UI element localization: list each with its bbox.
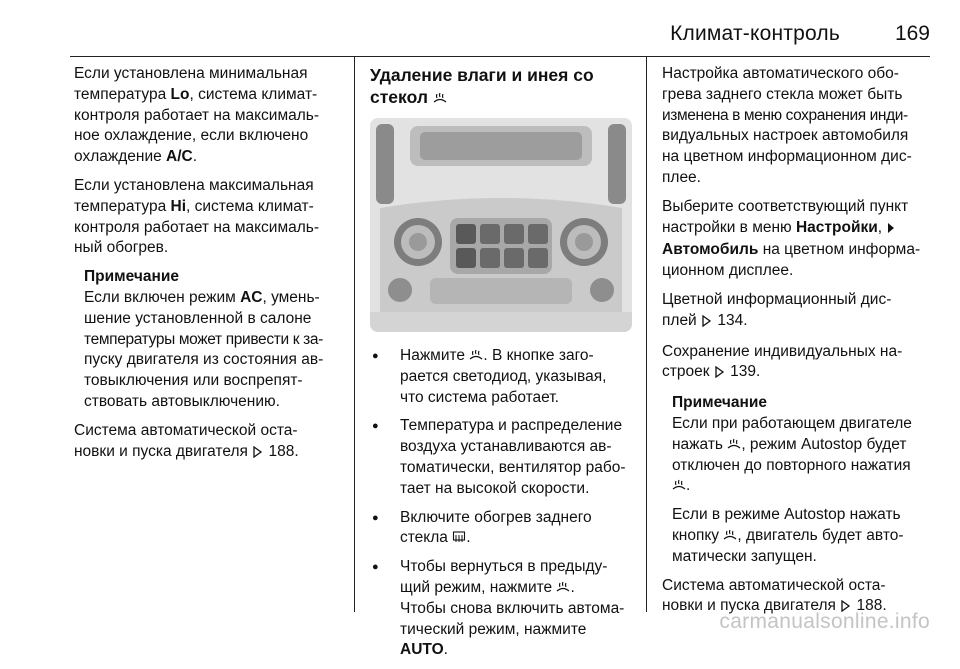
paragraph-menu-path: Выберите соответствующий пункт настройки в меню Настройки, Автомобиль на цветном информа- ционном дисплее. [662,197,921,280]
column-divider-right [646,56,647,612]
header-divider [70,56,930,57]
note-title: Примечание [672,394,767,412]
rear-window-defrost-icon [452,530,466,544]
note-text: Если в режиме Autostop нажать кнопку , двигатель будет авто- матически запущен. [672,506,904,565]
paragraph-color-display-ref: Цветной информационный дис- плей 134. [662,290,934,334]
right-column [662,64,934,627]
watermark: carmanualsonline.info [719,610,930,633]
note-text: Если при работающем двигателе нажать , режим Autostop будет отключен до повторного нажатия . [672,414,912,495]
note-title: Примечание [84,268,179,286]
page-reference-arrow-icon [715,364,725,385]
paragraph-lo-temperature: Если установлена минимальная температура Lo, система климат- контроля работает на максималь- ное охлаждение, если включено охлаждение A/C. [74,65,320,166]
list-item: ● Нажмите . В кнопке заго- рается светодиод, указывая, что система работает. [370,346,638,408]
windshield-defrost-icon [723,528,737,542]
left-column [74,64,346,472]
paragraph-autostop-ref: Система автоматической оста- новки и пуска двигателя 188. [74,421,346,465]
page-link[interactable]: 188. [268,442,299,460]
column-divider-left [354,56,355,612]
page-reference-arrow-icon [253,444,263,465]
page-link[interactable]: 134. [717,311,748,329]
note-text: Если включен режим AC, умень- шение установленной в салоне температуры может привести к за- пуску двигателя из состояния ав- товыключения или воспрепят- ствовать автовыключению. [84,288,324,410]
paragraph-personal-settings-ref: Сохранение индивидуальных на- строек 139. [662,342,934,386]
middle-column [370,64,638,669]
paragraph-hi-temperature: Если установлена максимальная температура Hi, система климат- контроля работает на максималь- ный обогрев. [74,176,320,257]
windshield-defrost-icon [556,580,570,594]
page-link[interactable]: 139. [730,363,761,381]
paragraph-rear-defrost-setting: Настройка автоматического обо- грева заднего стекла может быть изменена в меню сохранения инди- видуальных настроек автомобиля на цветном информационном дис- плее. [662,65,912,186]
page-header-title: Климат-контроль [670,22,840,45]
note-block [662,393,934,567]
windshield-defrost-icon [469,348,483,362]
list-item: ● Чтобы вернуться в предыду- щий режим, нажмите . Чтобы снова включить автома- тический режим, нажмите AUTO. [370,557,638,661]
section-title: Удаление влаги и инея со стекол [370,65,594,107]
menu-arrow-icon [887,220,895,241]
note-block [74,267,346,413]
climate-control-panel-photo [370,118,632,332]
paragraph-autostop-ref: Система автоматической оста- новки и пуска двигателя 188. [662,576,934,620]
windshield-defrost-icon [672,478,686,492]
list-item: ● Включите обогрев заднего стекла . [370,508,638,550]
page-reference-arrow-icon [702,313,712,334]
windshield-defrost-icon [433,91,447,105]
list-item: ● Температура и распределение воздуха устанавливаются ав- томатически, вентилятор рабо- тает на высокой скорости. [370,416,638,499]
windshield-defrost-icon [727,437,741,451]
page-link[interactable]: 188. [856,597,887,615]
page-number: 169 [894,22,930,45]
